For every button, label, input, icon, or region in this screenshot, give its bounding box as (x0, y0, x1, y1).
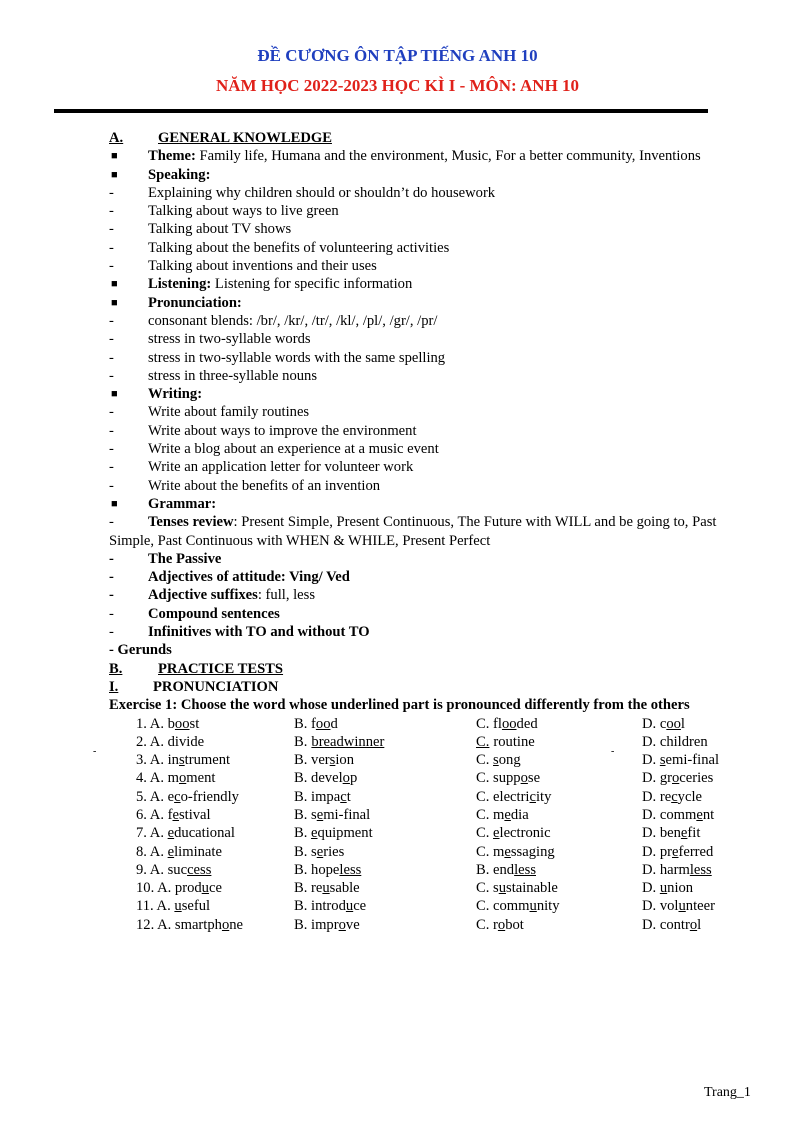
option-text: B. impa (294, 788, 341, 805)
option-text: liminate (174, 843, 222, 860)
option-text: fit (687, 825, 701, 842)
writing-item (109, 477, 759, 495)
option-text: l (697, 916, 702, 933)
option-text: ce (208, 880, 222, 897)
writing-item-text: Write about family routines (148, 404, 310, 421)
underlined-part: c (529, 788, 536, 805)
underlined-part: s (659, 752, 666, 769)
answer-option (642, 916, 701, 934)
answer-option (476, 769, 540, 787)
answer-option (642, 806, 714, 824)
option-text: C. r (476, 916, 498, 933)
option-text: B. (294, 733, 308, 750)
option-text: B. re (294, 880, 323, 897)
pronunciation-heading: ■ Pronunciation: (111, 294, 242, 311)
bullet-icon: ■ (111, 150, 118, 163)
option-text: 1. A. b (136, 715, 175, 732)
answer-option (476, 843, 555, 861)
option-text: ve (345, 916, 360, 933)
writing-item-text: Write a blog about an experience at a music event (148, 441, 439, 458)
underlined-part: u (201, 880, 209, 897)
underlined-part: oo (174, 715, 190, 732)
option-text: B. impr (294, 916, 339, 933)
underlined-part: s (178, 752, 185, 769)
option-text: sable (329, 880, 360, 897)
option-text: D. ben (642, 825, 681, 842)
pronunciation-item (109, 312, 759, 330)
option-text: D. re (642, 788, 672, 805)
underlined-part: u (322, 880, 330, 897)
option-text: B. introd (294, 898, 346, 915)
grammar-infinitives: - Infinitives with TO and without TO (109, 624, 370, 641)
bullet-icon: ■ (111, 278, 118, 291)
pronunciation-item-text: consonant blends: /br/, /kr/, /tr/, /kl/, /pl/, /gr/, /pr/ (148, 312, 438, 329)
exercise-row (109, 733, 759, 751)
document-body (109, 129, 759, 934)
option-text: ded (516, 715, 538, 732)
answer-option (642, 861, 712, 879)
grammar-adj-attitude: - Adjectives of attitude: Ving/ Ved (109, 569, 350, 586)
answer-option (294, 733, 384, 751)
stray-mark: - (93, 746, 97, 757)
option-text: t (346, 788, 351, 805)
answer-option (136, 788, 239, 806)
option-text: 9. A. suc (136, 861, 188, 878)
option-text: 12. A. smartph (136, 916, 222, 933)
option-text: trument (184, 752, 231, 769)
option-text: ce (353, 898, 367, 915)
dash-marker: - (109, 239, 114, 256)
speaking-list (109, 184, 759, 275)
option-text: B. s (294, 806, 317, 823)
option-text: C. electri (476, 788, 530, 805)
bullet-icon: ■ (111, 296, 118, 309)
answer-option (294, 751, 354, 769)
section-a-heading: A. GENERAL KNOWLEDGE (109, 130, 332, 146)
answer-option (136, 715, 199, 733)
speaking-item-text: Explaining why children should or shouldn’t do housework (148, 184, 496, 201)
pronunciation-list (109, 312, 759, 385)
underlined-part: less (514, 861, 536, 878)
exercise-row (109, 916, 759, 934)
speaking-item (109, 184, 759, 202)
dash-marker: - (109, 184, 114, 201)
underlined-part: c (671, 788, 678, 805)
underlined-part: o (342, 770, 350, 787)
exercise-1-instruction: Exercise 1: Choose the word whose underlined part is pronounced differently from the others (109, 697, 690, 714)
underlined-part: e (493, 825, 500, 842)
option-text: 5. A. e (136, 788, 175, 805)
answer-option (476, 751, 521, 769)
answer-option (136, 843, 222, 861)
option-text: C. comm (476, 898, 530, 915)
answer-option (136, 897, 210, 915)
option-text: dia (510, 806, 529, 823)
underlined-part: e (504, 843, 511, 860)
writing-item-text: Write about ways to improve the environment (148, 422, 417, 439)
answer-option (476, 715, 538, 733)
option-text: D. gr (642, 770, 672, 787)
underlined-part: o (221, 916, 230, 933)
grammar-adj-suffix: - Adjective suffixes: full, less (109, 587, 316, 604)
writing-item (109, 458, 759, 476)
option-text: B. ver (294, 752, 330, 769)
document-title: ĐỀ CƯƠNG ÔN TẬP TIẾNG ANH 10 (257, 46, 538, 65)
writing-item-text: Write about the benefits of an invention (148, 477, 381, 494)
bullet-icon: ■ (111, 388, 118, 401)
exercise-row (109, 788, 759, 806)
option-text: ceries (679, 770, 714, 787)
answer-option (642, 769, 713, 787)
answer-option (294, 897, 366, 915)
answer-option (476, 916, 524, 934)
pronunciation-subheading: I. PRONUNCIATION (109, 678, 279, 695)
option-text: 6. A. f (136, 806, 173, 823)
speaking-item (109, 202, 759, 220)
underlined-part: e (504, 806, 511, 823)
option-text: C. m (476, 843, 505, 860)
option-text: bot (505, 916, 524, 933)
underlined-part: u (345, 898, 354, 915)
option-text: D. comm (642, 806, 697, 823)
underlined-part: u (498, 880, 507, 897)
option-text: ong (498, 752, 521, 769)
exercise-1-table (109, 715, 759, 935)
dash-marker: - (109, 312, 114, 329)
pronunciation-item (109, 349, 759, 367)
bullet-icon: ■ (111, 497, 118, 510)
option-text: ycle (677, 788, 702, 805)
answer-option (294, 788, 351, 806)
underlined-part: less (689, 861, 712, 878)
title-divider (54, 109, 708, 113)
option-text: nity (536, 898, 560, 915)
option-text: routine (493, 733, 535, 750)
writing-item (109, 422, 759, 440)
option-text: 7. A. (136, 825, 168, 842)
option-text: ries (323, 843, 345, 860)
writing-list (109, 403, 759, 494)
pronunciation-item (109, 367, 759, 385)
option-text: 2. A. divide (136, 733, 205, 750)
exercise-row (109, 824, 759, 842)
option-text: 11. A. (136, 898, 175, 915)
underlined-part: e (680, 825, 688, 842)
writing-item-text: Write an application letter for volunteer work (148, 459, 414, 476)
option-text: se (527, 770, 541, 787)
exercise-row (109, 715, 759, 733)
underlined-part: o (497, 916, 506, 933)
option-text: mi-final (323, 806, 371, 823)
answer-option (294, 916, 360, 934)
underlined-part: c (174, 788, 181, 805)
speaking-item-text: Talking about TV shows (148, 221, 292, 238)
underlined-part: oo (666, 715, 681, 732)
underlined-part: s (493, 752, 499, 769)
underlined-part: u (678, 898, 686, 915)
answer-option (294, 861, 361, 879)
answer-option (476, 897, 560, 915)
option-text: B. s (294, 843, 317, 860)
dash-marker: - (109, 331, 114, 348)
option-text: 3. A. in (136, 752, 179, 769)
option-text: D. harm (642, 861, 690, 878)
underlined-part: o (178, 770, 187, 787)
option-text: st (189, 715, 200, 732)
option-text: C. s (476, 880, 499, 897)
option-text: quipment (317, 825, 373, 842)
option-text: ion (335, 752, 355, 769)
option-text: o-friendly (180, 788, 239, 805)
dash-marker: - (109, 459, 114, 476)
speaking-heading: ■ Speaking: (111, 166, 211, 183)
option-text: lectronic (499, 825, 551, 842)
answer-option (136, 806, 211, 824)
underlined-part: e (672, 843, 679, 860)
tenses-review: - Tenses review: Present Simple, Present Continuous, The Future with WILL and be going to, Past Simple, Past Continuous with WHEN & WHILE, Present Perfect (109, 514, 717, 549)
option-text: ferred (678, 843, 714, 860)
answer-option (642, 751, 719, 769)
underlined-part: e (167, 843, 175, 860)
option-text: B. end (476, 861, 515, 878)
underlined-part: e (172, 806, 179, 823)
underlined-part: o (338, 916, 346, 933)
option-text: ment (186, 770, 216, 787)
underlined-part: e (316, 806, 324, 823)
option-text: ity (535, 788, 552, 805)
exercise-row (109, 769, 759, 787)
option-text: nteer (685, 898, 715, 915)
document-subtitle: NĂM HỌC 2022-2023 HỌC KÌ I - MÔN: ANH 10 (215, 76, 580, 95)
option-text: C. m (476, 806, 505, 823)
option-text: D. (642, 880, 660, 897)
exercise-row (109, 861, 759, 879)
option-text: D. c (642, 715, 667, 732)
pronunciation-item-text: stress in two-syllable words with the same spelling (148, 349, 446, 366)
grammar-gerunds: - Gerunds (109, 642, 172, 659)
dash-marker: - (109, 258, 114, 275)
dash-marker: - (109, 422, 114, 439)
exercise-row (109, 751, 759, 769)
answer-option (294, 715, 338, 733)
option-text: D. children (642, 733, 708, 750)
underlined-part: less (339, 861, 362, 878)
option-text: D. vol (642, 898, 679, 915)
dash-marker: - (109, 203, 114, 220)
option-text: ne (229, 916, 244, 933)
option-text: emi-final (665, 752, 720, 769)
option-text: 4. A. m (136, 770, 179, 787)
grammar-passive: - The Passive (109, 550, 222, 567)
answer-option (476, 733, 535, 751)
page-number: Trang_1 (704, 1085, 751, 1100)
answer-option (136, 751, 230, 769)
underlined-part: e (311, 825, 318, 842)
exercise-row (109, 843, 759, 861)
answer-option (642, 843, 713, 861)
answer-option (476, 824, 551, 842)
underlined-part: c (340, 788, 347, 805)
answer-option (476, 879, 558, 897)
answer-option (476, 861, 536, 879)
speaking-item-text: Talking about the benefits of volunteering activities (148, 239, 450, 256)
answer-option (136, 879, 222, 897)
option-text: C. (476, 825, 494, 842)
underlined-part: oo (315, 715, 331, 732)
option-text: d (330, 715, 338, 732)
bullet-icon: ■ (111, 168, 118, 181)
option-text: C. supp (476, 770, 521, 787)
option-text: D. pr (642, 843, 672, 860)
exercise-row (109, 879, 759, 897)
writing-item (109, 403, 759, 421)
answer-option (642, 733, 708, 751)
option-text: nion (667, 880, 694, 897)
option-text: seful (181, 898, 211, 915)
option-text: B. (294, 825, 312, 842)
writing-item (109, 440, 759, 458)
dash-marker: - (109, 404, 114, 421)
answer-option (476, 788, 551, 806)
speaking-item-text: Talking about inventions and their uses (148, 258, 377, 275)
exercise-row (109, 806, 759, 824)
underlined-part: u (659, 880, 668, 897)
answer-option (136, 824, 235, 842)
option-text: C. (476, 752, 494, 769)
underlined-part: e (696, 806, 703, 823)
answer-option (136, 861, 211, 879)
answer-option (642, 897, 715, 915)
pronunciation-item-text: stress in three-syllable nouns (148, 367, 318, 384)
section-b-heading: B. PRACTICE TESTS (109, 660, 284, 677)
option-text: D. (642, 752, 660, 769)
grammar-heading: ■ Grammar: (111, 495, 217, 512)
option-text: B. f (294, 715, 316, 732)
dash-marker: - (109, 221, 114, 238)
answer-option (294, 806, 370, 824)
answer-option (136, 769, 215, 787)
answer-option (136, 733, 204, 751)
listening-line: ■ Listening: Listening for specific information (111, 276, 413, 293)
option-text: nt (702, 806, 715, 823)
underlined-part: o (520, 770, 528, 787)
answer-option (294, 769, 357, 787)
option-text: C. fl (476, 715, 502, 732)
stray-mark: - (611, 746, 615, 757)
option-text: 8. A. (136, 843, 168, 860)
option-text: p (349, 770, 358, 787)
option-text: breadwinner (311, 733, 385, 750)
answer-option (294, 879, 360, 897)
dash-marker: - (109, 477, 114, 494)
underlined-part: u (529, 898, 537, 915)
option-text: l (680, 715, 685, 732)
pronunciation-item (109, 330, 759, 348)
answer-option (294, 824, 373, 842)
exercise-row (109, 897, 759, 915)
option-text: ducational (174, 825, 235, 842)
dash-marker: - (109, 441, 114, 458)
underlined-part: cess (187, 861, 212, 878)
option-text: stival (178, 806, 211, 823)
option-text: 10. A. prod (136, 880, 202, 897)
option-text: stainable (506, 880, 558, 897)
theme-line: ■ Theme: Family life, Humana and the environment, Music, For a better community, Inventions (111, 148, 701, 165)
underlined-part: C. (476, 733, 490, 750)
answer-option (642, 879, 693, 897)
underlined-part: oo (501, 715, 517, 732)
option-text: B. hope (294, 861, 340, 878)
option-text: ssaging (510, 843, 555, 860)
speaking-item (109, 239, 759, 257)
answer-option (642, 824, 700, 842)
underlined-part: o (672, 770, 680, 787)
speaking-item (109, 257, 759, 275)
dash-marker: - (109, 349, 114, 366)
underlined-part: e (167, 825, 175, 842)
underlined-part: e (316, 843, 324, 860)
underlined-part: o (689, 916, 698, 933)
answer-option (642, 788, 702, 806)
answer-option (476, 806, 529, 824)
option-text: D. contr (642, 916, 690, 933)
answer-option (642, 715, 685, 733)
grammar-compound: - Compound sentences (109, 605, 280, 622)
writing-heading: ■ Writing: (111, 386, 203, 403)
option-text: B. devel (294, 770, 343, 787)
underlined-part: u (174, 898, 182, 915)
pronunciation-item-text: stress in two-syllable words (148, 331, 311, 348)
underlined-part: s (329, 752, 336, 769)
speaking-item (109, 220, 759, 238)
answer-option (294, 843, 344, 861)
speaking-item-text: Talking about ways to live green (148, 203, 339, 220)
answer-option (136, 916, 243, 934)
dash-marker: - (109, 367, 114, 384)
